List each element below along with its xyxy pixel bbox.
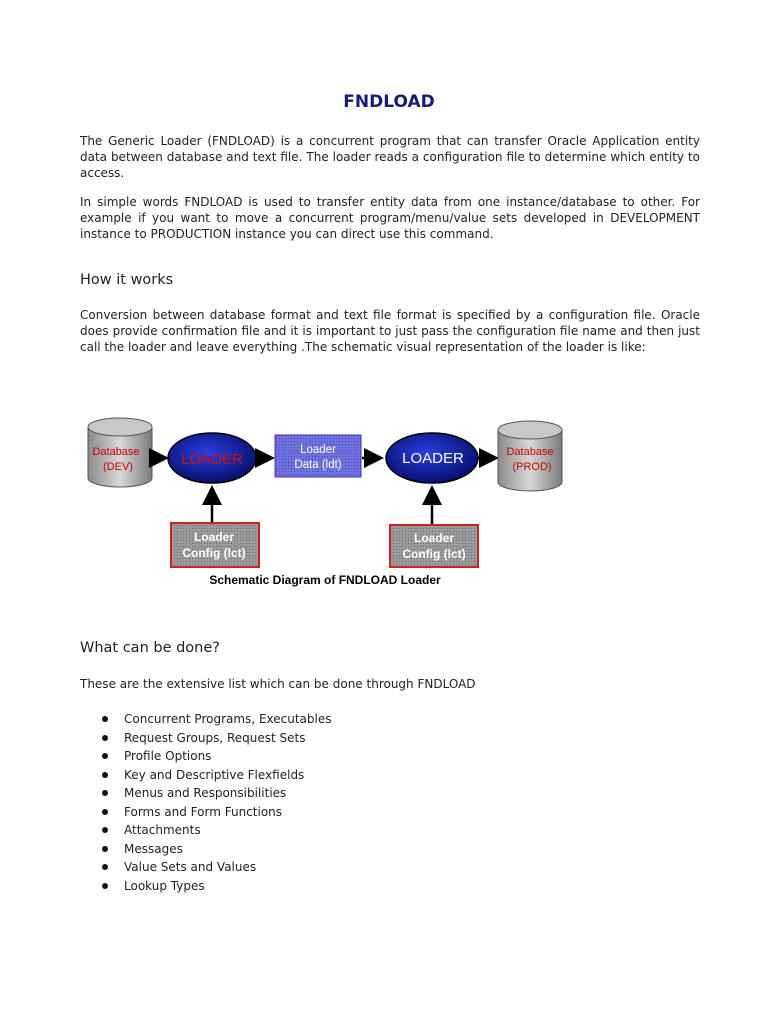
loader-data-label-2: Data (ldt) [294,459,342,471]
bullet-icon [102,772,108,778]
list-item: Forms and Form Functions [80,803,332,822]
intro-paragraph-1: The Generic Loader (FNDLOAD) is a concurrent program that can transfer Oracle Application entity data between database and text file. The loader reads a configuration file to determine which entity to access. [80,134,700,180]
bullet-icon [102,883,108,889]
database-dev-label-2: (DEV) [103,461,133,473]
bullet-icon [102,735,108,741]
loader-1-node [168,433,256,483]
what-can-be-done-heading: What can be done? [80,640,220,656]
bullet-icon [102,846,108,852]
loader-2-label: LOADER [402,450,464,467]
database-prod-label-1: Database [506,446,554,458]
loader-config-1-box [171,523,259,567]
bullet-icon [102,716,108,722]
loader-config-1-label-1: Loader [193,530,235,544]
how-it-works-heading: How it works [80,272,174,288]
diagram-caption: Schematic Diagram of FNDLOAD Loader [209,573,441,587]
list-item: Profile Options [80,747,332,766]
bullet-icon [102,827,108,833]
list-item: Request Groups, Request Sets [80,729,332,748]
loader-config-2-label-1: Loader [413,531,455,545]
bullet-icon [102,753,108,759]
bullet-icon [102,864,108,870]
list-item: Concurrent Programs, Executables [80,710,332,729]
intro-paragraph-2: In simple words FNDLOAD is used to transfer entity data from one instance/database to other. For example if you want to move a concurrent program/menu/value sets developed in DEVELOPMENT instance to PRODUCTION instance you can direct use this command. [80,195,700,241]
loader-config-2-label-2: Config (lct) [402,547,466,561]
list-item: Value Sets and Values [80,858,332,877]
database-prod-label-2: (PROD) [512,461,552,473]
loader-2-node [386,433,478,483]
list-item: Messages [80,840,332,859]
list-item: Attachments [80,821,332,840]
loader-1-label: LOADER [181,451,243,468]
list-item: Key and Descriptive Flexfields [80,766,332,785]
database-prod-icon [498,421,562,491]
loader-data-label-1: Loader [300,444,336,456]
database-dev-label-1: Database [92,446,140,458]
database-dev-icon [88,418,152,487]
fndload-capabilities-list [80,710,332,895]
what-can-be-done-paragraph: These are the extensive list which can be done through FNDLOAD [80,677,476,691]
list-item: Lookup Types [80,877,332,896]
how-it-works-paragraph: Conversion between database format and text file format is specified by a configuration file. Oracle does provide confirmation file and it is important to just pass the configuration file name and then just call the loader and leave everything .The schematic visual representation of the loader is like: [80,308,700,354]
loader-config-2-box [390,525,478,567]
loader-data-box [275,435,361,477]
list-item: Menus and Responsibilities [80,784,332,803]
page-title: FNDLOAD [343,92,435,112]
bullet-icon [102,809,108,815]
loader-config-1-label-2: Config (lct) [182,546,246,560]
bullet-icon [102,790,108,796]
